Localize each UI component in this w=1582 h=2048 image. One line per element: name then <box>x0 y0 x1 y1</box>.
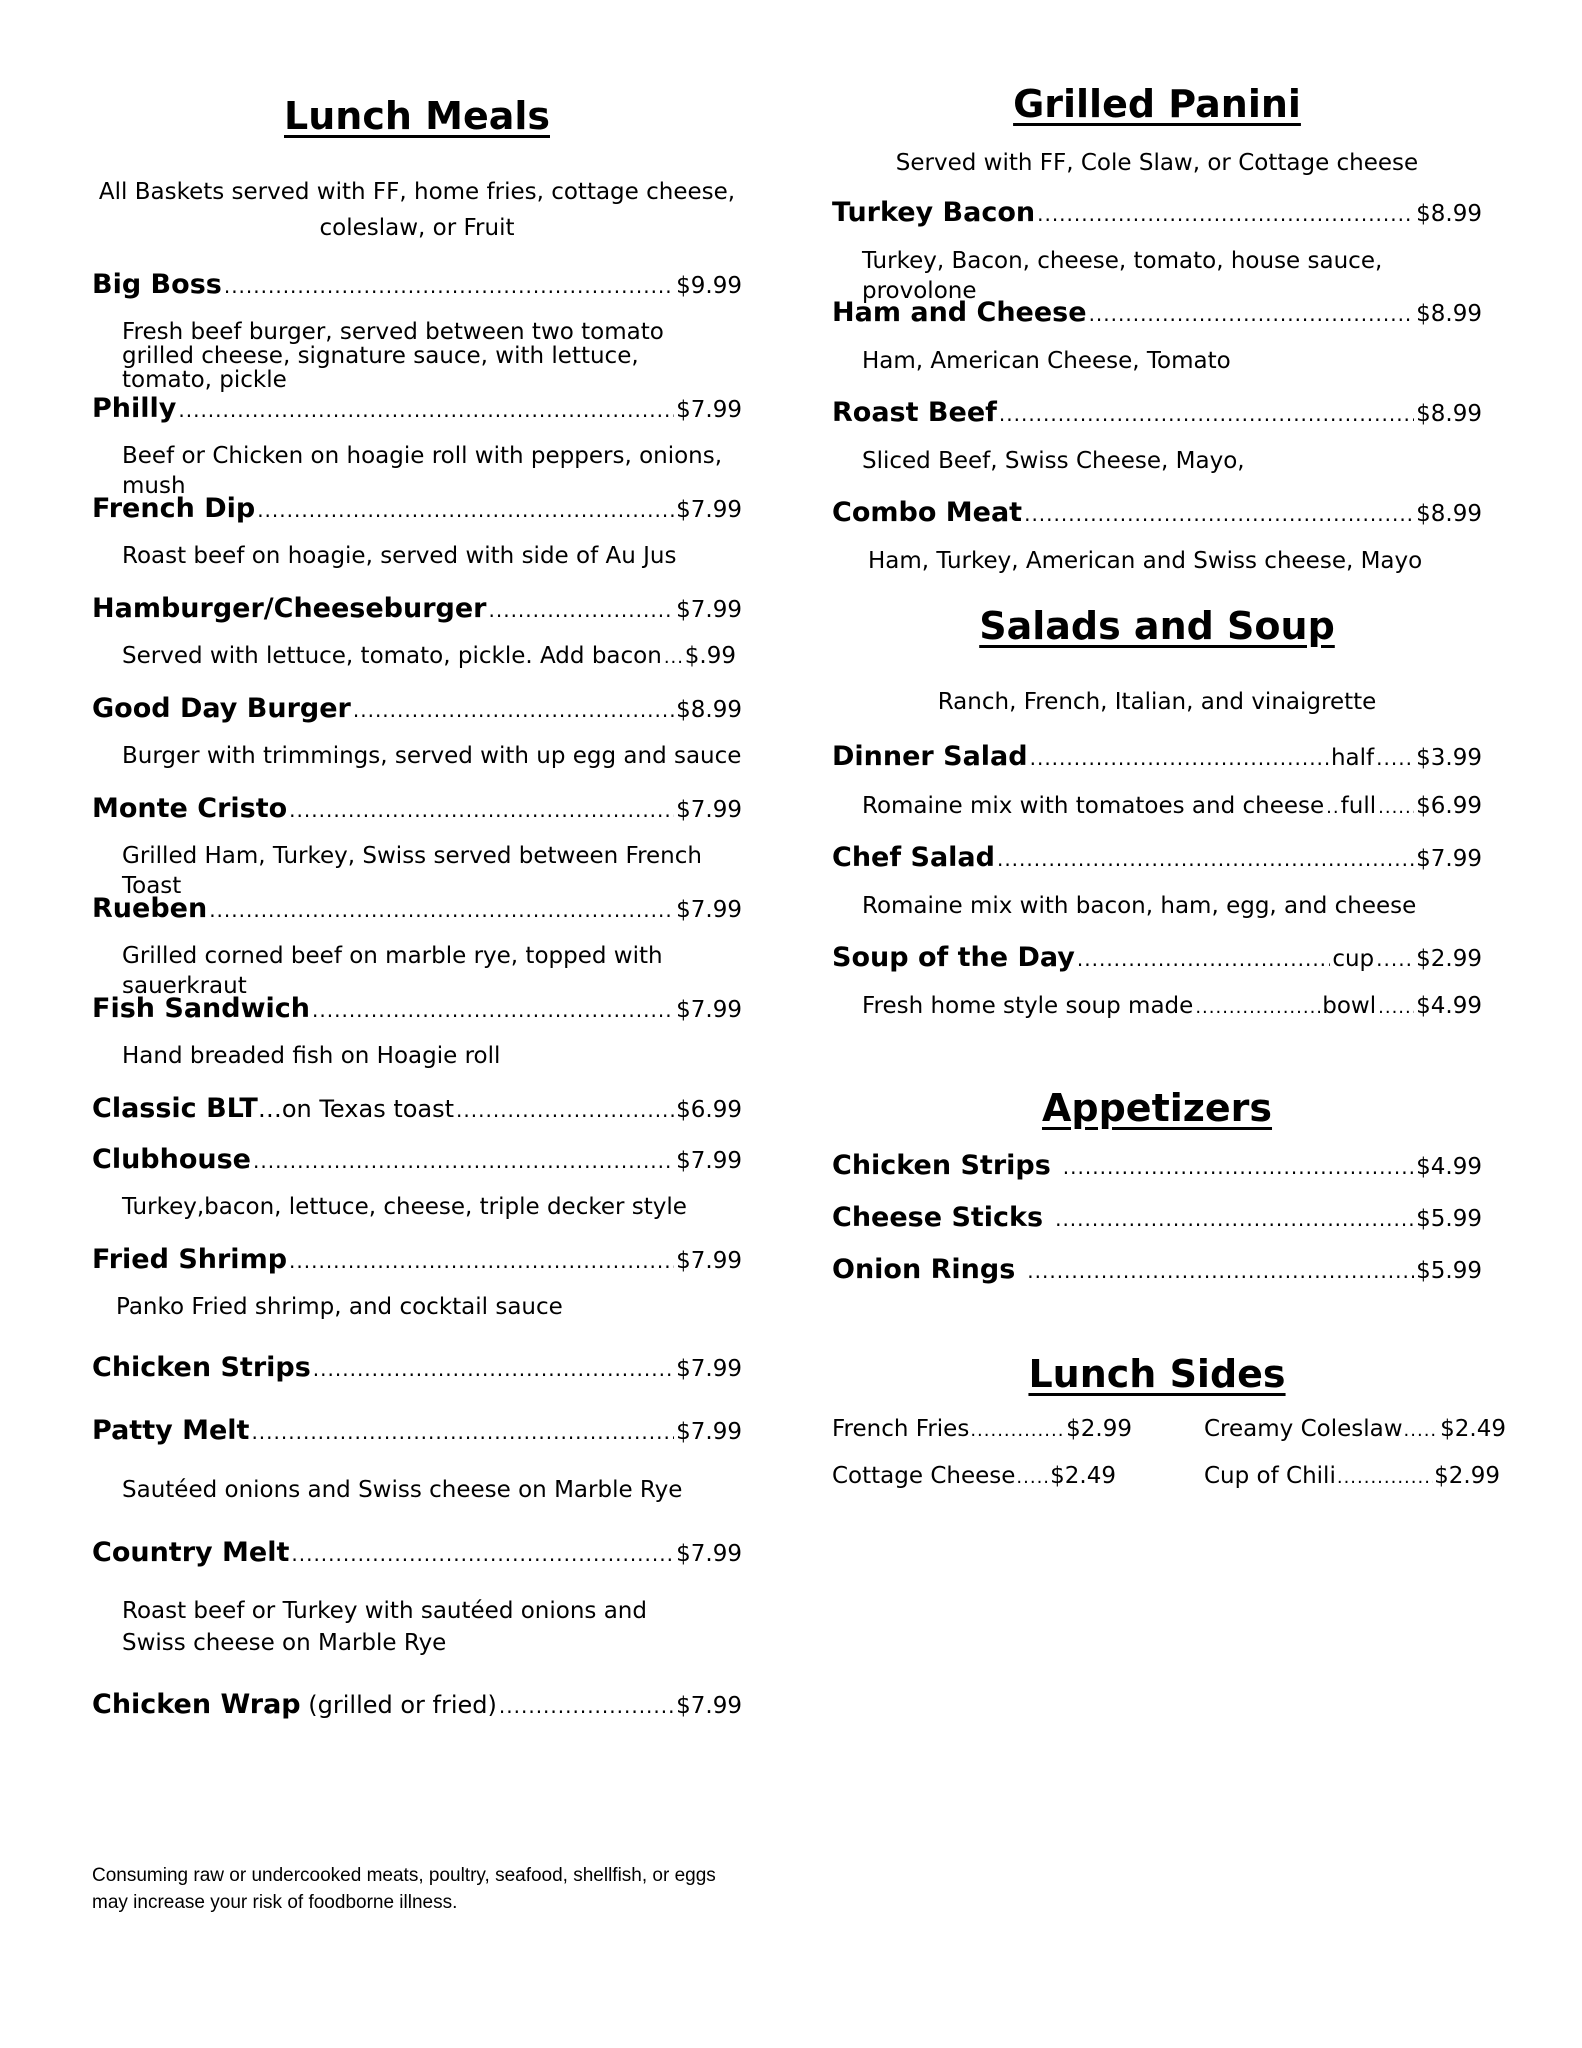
item-price: $7.99 <box>676 397 742 423</box>
menu-item-patty-melt <box>92 1414 742 1449</box>
item-price: $2.49 <box>1440 1416 1506 1442</box>
dot-leader <box>999 397 1414 431</box>
dot-leader <box>257 493 674 527</box>
lunch-meals-note-line2: coleslaw, or Fruit <box>319 215 515 241</box>
item-description <box>122 641 736 673</box>
dot-leader <box>1055 1202 1414 1236</box>
dot-leader <box>1195 993 1320 1023</box>
item-name: French Fries <box>832 1416 970 1442</box>
menu-item-rueben <box>92 892 742 927</box>
dot-leader <box>499 1689 674 1723</box>
item-description: Ham, American Cheese, Tomato <box>862 348 1231 374</box>
menu-item-turkey-bacon <box>832 196 1482 231</box>
lunch-meals-note-line1: All Baskets served with FF, home fries, cottage cheese, <box>98 179 736 205</box>
dot-leader <box>1089 297 1415 331</box>
item-name: Chef Salad <box>832 842 995 873</box>
salads-and-soup-note: Ranch, French, Italian, and vinaigrette <box>937 689 1377 715</box>
item-price: $5.99 <box>1416 1206 1482 1232</box>
item-name: Country Melt <box>92 1537 290 1568</box>
item-description: Turkey, Bacon, cheese, tomato, house sauce, provolone <box>862 248 1383 304</box>
item-price: $8.99 <box>1416 401 1482 427</box>
dot-leader <box>1027 1254 1414 1288</box>
item-name: Monte Cristo <box>92 793 288 824</box>
item-name: Fish Sandwich <box>92 993 311 1024</box>
grilled-panini-note: Served with FF, Cole Slaw, or Cottage cheese <box>895 150 1419 176</box>
dot-leader <box>209 893 674 927</box>
item-description: Turkey,bacon, lettuce, cheese, triple decker style <box>122 1194 687 1220</box>
dot-leader <box>664 643 683 673</box>
menu-item-good-day-burger <box>92 692 742 727</box>
item-name: Turkey Bacon <box>832 197 1036 228</box>
item-price: $7.99 <box>1416 846 1482 872</box>
item-price: $7.99 <box>676 1356 742 1382</box>
item-price: $6.99 <box>676 1097 742 1123</box>
menu-item-soup-of-the-day <box>832 941 1482 976</box>
side-item-cottage-cheese <box>832 1461 1116 1493</box>
item-price: $4.99 <box>1416 993 1482 1019</box>
item-description: Roast beef or Turkey with sautéed onions and Swiss cheese on Marble Rye <box>122 1598 647 1656</box>
dot-leader <box>1037 197 1414 231</box>
item-price: $2.49 <box>1050 1463 1116 1489</box>
dot-leader <box>1030 741 1329 775</box>
addon-price: $.99 <box>684 643 736 669</box>
item-description: Beef or Chicken on hoagie roll with peppers, onions, mush <box>122 443 723 499</box>
menu-item-roast-beef <box>832 396 1482 431</box>
item-price: $7.99 <box>676 1419 742 1445</box>
dot-leader <box>1337 1463 1433 1493</box>
dot-leader <box>1376 741 1414 775</box>
item-price: $7.99 <box>676 1248 742 1274</box>
menu-item-clubhouse <box>92 1143 742 1178</box>
item-name: Rueben <box>92 893 208 924</box>
item-name: Classic BLT <box>92 1093 258 1124</box>
dot-leader <box>970 1416 1065 1446</box>
menu-item-fish-sandwich <box>92 992 742 1027</box>
item-name: Cottage Cheese <box>832 1463 1016 1489</box>
item-name: Roast Beef <box>832 397 997 428</box>
menu-item-chicken-strips <box>92 1351 742 1386</box>
dot-leader <box>997 842 1414 876</box>
item-price: $7.99 <box>676 897 742 923</box>
item-name: Good Day Burger <box>92 693 351 724</box>
menu-item-hamburger-cheeseburger <box>92 592 742 627</box>
item-price: $7.99 <box>676 1693 742 1719</box>
menu-item-dinner-salad <box>832 740 1482 775</box>
dot-leader <box>224 269 674 303</box>
item-name: Fried Shrimp <box>92 1244 288 1275</box>
item-name: Philly <box>92 393 177 424</box>
dot-leader <box>1376 942 1414 976</box>
item-description: Romaine mix with bacon, ham, egg, and cheese <box>862 893 1417 919</box>
item-price: $7.99 <box>676 497 742 523</box>
dot-leader <box>1326 793 1339 823</box>
item-description: Grilled Ham, Turkey, Swiss served between French Toast <box>122 843 702 899</box>
item-price: $7.99 <box>676 997 742 1023</box>
item-name: Chicken Strips <box>92 1352 311 1383</box>
item-name: Onion Rings <box>832 1254 1016 1285</box>
item-description <box>862 991 1482 1023</box>
dot-leader <box>251 1415 674 1449</box>
side-item-cup-of-chili <box>1204 1461 1500 1493</box>
menu-item-chicken-strips-appetizer <box>832 1149 1482 1184</box>
size-label: cup <box>1332 946 1375 972</box>
item-price: $6.99 <box>1416 793 1482 819</box>
dot-leader <box>289 793 674 827</box>
item-name: Ham and Cheese <box>832 297 1087 328</box>
item-description: Panko Fried shrimp, and cocktail sauce <box>116 1294 563 1320</box>
item-name: French Dip <box>92 493 256 524</box>
dot-leader <box>312 993 674 1027</box>
item-name: Cheese Sticks <box>832 1202 1044 1233</box>
item-description: Hand breaded fish on Hoagie roll <box>122 1043 501 1069</box>
item-description: Fresh beef burger, served between two tomato grilled cheese, signature sauce, with lettuce, tomato, pickle <box>122 319 664 393</box>
item-price: $2.99 <box>1066 1416 1132 1442</box>
item-price: $9.99 <box>676 273 742 299</box>
item-description: Ham, Turkey, American and Swiss cheese, Mayo <box>868 548 1423 574</box>
menu-item-philly <box>92 392 742 427</box>
salads-and-soup-title: Salads and Soup <box>979 604 1335 648</box>
menu-item-monte-cristo <box>92 792 742 827</box>
item-price: $2.99 <box>1416 946 1482 972</box>
item-name: Combo Meat <box>832 497 1023 528</box>
item-extra: …on Texas toast <box>257 1095 455 1123</box>
menu-item-cheese-sticks <box>832 1201 1482 1236</box>
description-text: Romaine mix with tomatoes and cheese <box>862 793 1325 819</box>
dot-leader <box>1378 993 1414 1023</box>
item-name: Soup of the Day <box>832 942 1075 973</box>
item-name: Cup of Chili <box>1204 1463 1336 1489</box>
item-name: Dinner Salad <box>832 741 1028 772</box>
dot-leader <box>1404 1416 1440 1446</box>
grilled-panini-title: Grilled Panini <box>1013 82 1301 126</box>
menu-item-classic-blt <box>92 1092 742 1127</box>
dot-leader <box>289 1244 674 1278</box>
size-label: full <box>1340 793 1377 819</box>
lunch-meals-title: Lunch Meals <box>284 94 550 138</box>
item-name: Creamy Coleslaw <box>1204 1416 1403 1442</box>
size-label: bowl <box>1322 993 1377 1019</box>
menu-item-french-dip <box>92 492 742 527</box>
dot-leader <box>353 693 674 727</box>
dot-leader <box>291 1537 674 1571</box>
menu-item-combo-meat <box>832 496 1482 531</box>
dot-leader <box>313 1352 674 1386</box>
item-description: Grilled corned beef on marble rye, topped with sauerkraut <box>122 943 663 999</box>
item-price: $7.99 <box>676 1148 742 1174</box>
item-name: Big Boss <box>92 269 222 300</box>
menu-item-chef-salad <box>832 841 1482 876</box>
description-text: Served with lettuce, tomato, pickle. Add bacon <box>122 643 662 669</box>
item-name: Clubhouse <box>92 1144 251 1175</box>
menu-item-chicken-wrap <box>92 1688 742 1723</box>
item-price: $8.99 <box>1416 501 1482 527</box>
dot-leader <box>489 593 675 627</box>
item-price: $4.99 <box>1416 1154 1482 1180</box>
item-price: $7.99 <box>676 597 742 623</box>
appetizers-title: Appetizers <box>1041 1086 1273 1130</box>
item-price: $8.99 <box>1416 201 1482 227</box>
item-name: Chicken Strips <box>832 1150 1051 1181</box>
item-name: Hamburger/Cheeseburger <box>92 593 487 624</box>
dot-leader <box>1063 1150 1414 1184</box>
dot-leader <box>1016 1463 1049 1493</box>
side-item-french-fries <box>832 1414 1132 1446</box>
item-price: $5.99 <box>1416 1258 1482 1284</box>
item-price: $7.99 <box>676 797 742 823</box>
item-description: Roast beef on hoagie, served with side of Au Jus <box>122 543 677 569</box>
dot-leader <box>1378 793 1414 823</box>
side-item-creamy-coleslaw <box>1204 1414 1506 1446</box>
item-price: $2.99 <box>1434 1463 1500 1489</box>
foodborne-illness-disclaimer: Consuming raw or undercooked meats, poultry, seafood, shellfish, or eggs may increase your risk of foodborne illness. <box>92 1865 716 1913</box>
menu-item-fried-shrimp <box>92 1243 742 1278</box>
item-description: Sliced Beef, Swiss Cheese, Mayo, <box>862 448 1245 474</box>
item-price: $7.99 <box>676 1541 742 1567</box>
item-description: Burger with trimmings, served with up egg and sauce <box>122 743 742 769</box>
description-text: Fresh home style soup made <box>862 993 1194 1019</box>
dot-leader <box>178 393 674 427</box>
dot-leader <box>1024 497 1414 531</box>
item-name: Chicken Wrap <box>92 1689 301 1720</box>
dot-leader <box>456 1093 674 1127</box>
item-description: Sautéed onions and Swiss cheese on Marble Rye <box>122 1477 683 1503</box>
size-label: half <box>1330 745 1375 771</box>
menu-item-onion-rings <box>832 1253 1482 1288</box>
menu-item-ham-and-cheese <box>832 296 1482 331</box>
item-name: Patty Melt <box>92 1415 250 1446</box>
menu-item-big-boss <box>92 268 742 303</box>
item-price: $3.99 <box>1416 745 1482 771</box>
item-price: $8.99 <box>676 697 742 723</box>
item-price: $8.99 <box>1416 301 1482 327</box>
dot-leader <box>1077 942 1330 976</box>
menu-item-country-melt <box>92 1536 742 1571</box>
item-description <box>862 791 1482 823</box>
lunch-sides-title: Lunch Sides <box>1028 1352 1286 1396</box>
item-extra: (grilled or fried) <box>300 1691 497 1719</box>
dot-leader <box>253 1144 674 1178</box>
